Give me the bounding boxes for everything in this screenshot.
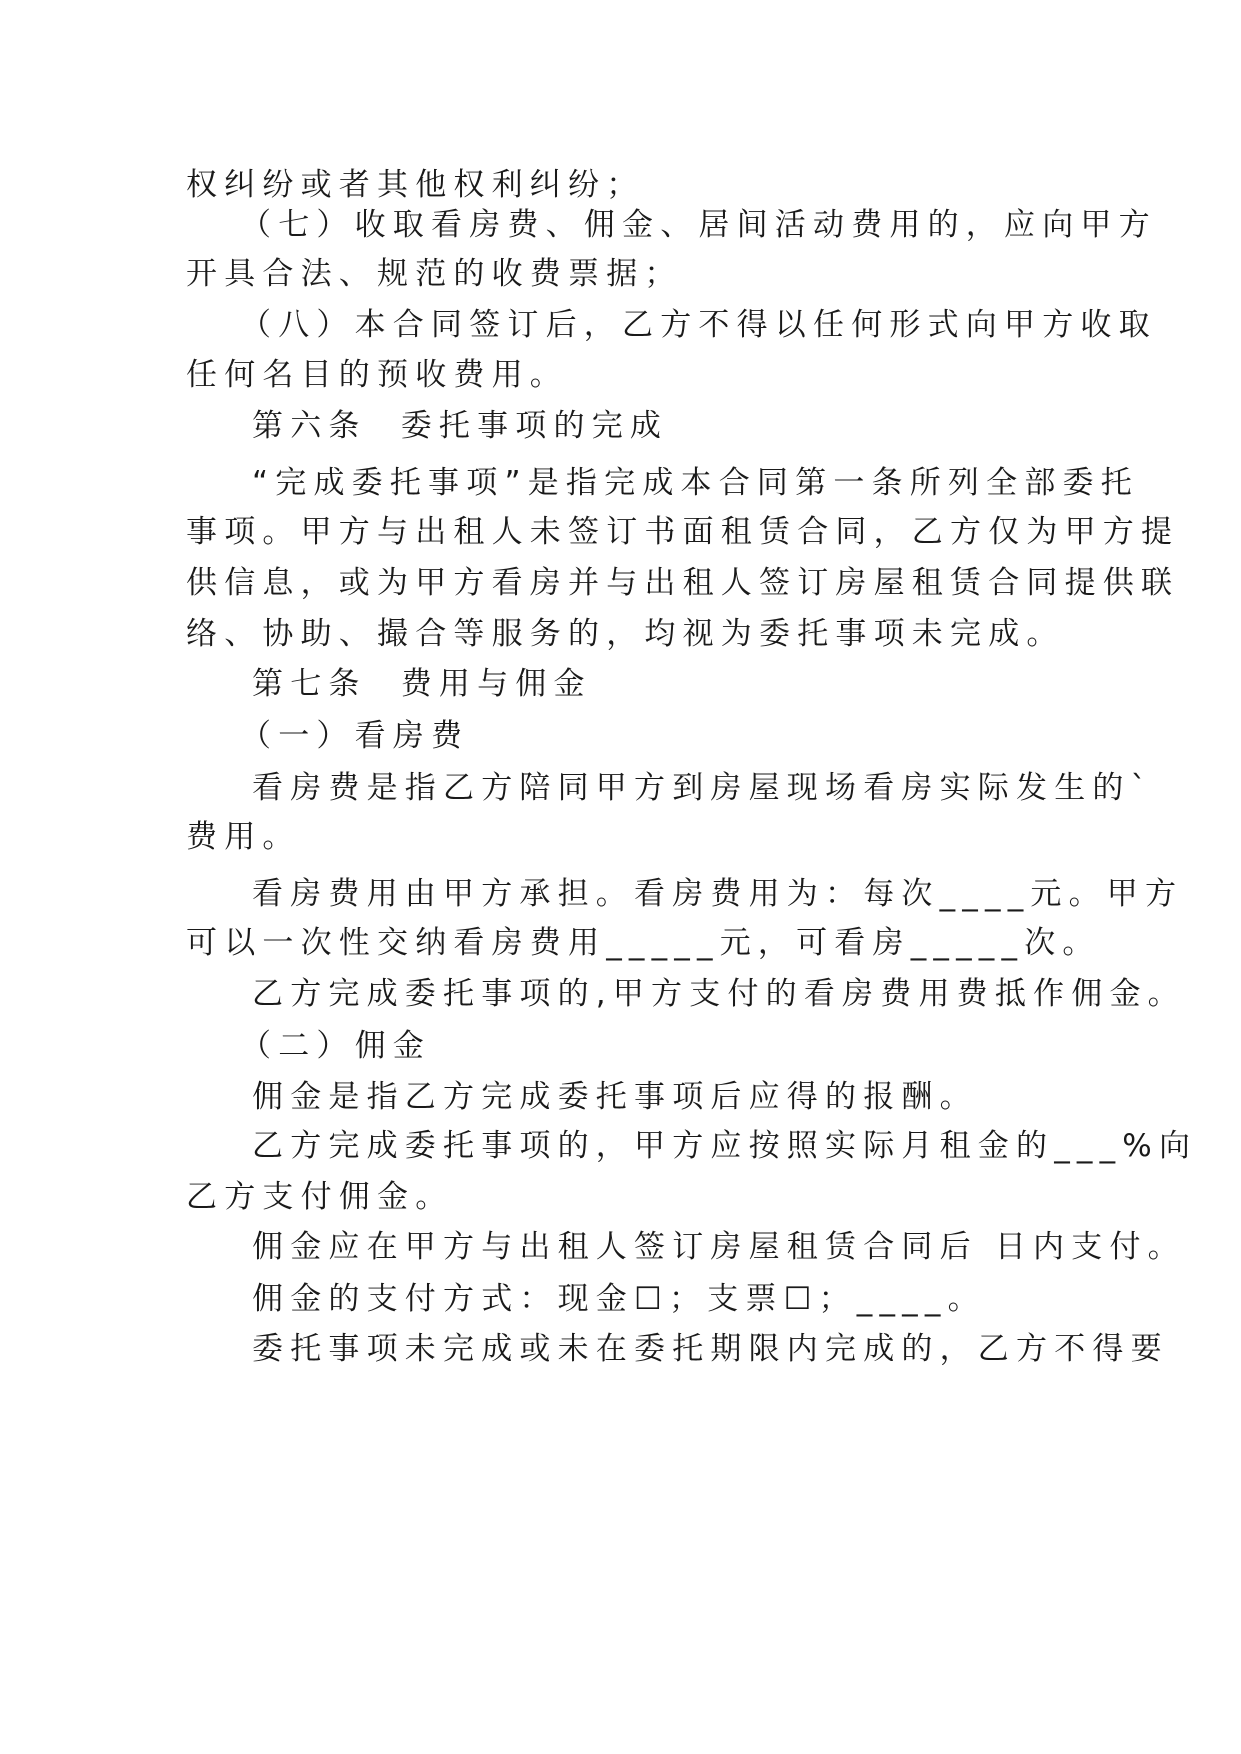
text-line: 看房费用由甲方承担。看房费用为：每次____元。甲方 xyxy=(252,876,1184,912)
section-heading: 第六条 委托事项的完成 xyxy=(252,408,669,444)
subsection-heading: （一）看房费 xyxy=(240,718,470,754)
text-line: 开具合法、规范的收费票据； xyxy=(186,256,683,292)
text-line: 乙方支付佣金。 xyxy=(186,1179,454,1215)
text-line: 看房费是指乙方陪同甲方到房屋现场看房实际发生的` xyxy=(252,770,1154,806)
text-line: 权纠纷或者其他权利纠纷； xyxy=(186,167,645,203)
text-line: 络、协助、撮合等服务的，均视为委托事项未完成。 xyxy=(186,616,1065,652)
text-line: 乙方完成委托事项的，甲方应按照实际月租金的___%向 xyxy=(252,1128,1198,1164)
text-line: 供信息，或为甲方看房并与出租人签订房屋租赁合同提供联 xyxy=(186,565,1180,601)
text-line: 费用。 xyxy=(186,819,301,855)
subsection-heading: （二）佣金 xyxy=(240,1028,431,1064)
text-line: （七）收取看房费、佣金、居间活动费用的，应向甲方 xyxy=(240,207,1157,243)
text-line: 委托事项未完成或未在委托期限内完成的，乙方不得要 xyxy=(252,1331,1169,1367)
text-line: 佣金是指乙方完成委托事项后应得的报酬。 xyxy=(252,1079,978,1115)
text-line: 佣金的支付方式：现金☐；支票☐；____。 xyxy=(252,1281,986,1317)
text-line: 事项。甲方与出租人未签订书面租赁合同，乙方仅为甲方提 xyxy=(186,514,1180,550)
text-line: 乙方完成委托事项的,甲方支付的看房费用费抵作佣金。 xyxy=(252,976,1186,1012)
text-line: 可以一次性交纳看房费用_____元，可看房_____次。 xyxy=(186,925,1101,961)
text-line: （八）本合同签订后，乙方不得以任何形式向甲方收取 xyxy=(240,307,1157,343)
section-heading: 第七条 费用与佣金 xyxy=(252,666,592,702)
text-line: 佣金应在甲方与出租人签订房屋租赁合同后 日内支付。 xyxy=(252,1229,1186,1265)
text-line: 任何名目的预收费用。 xyxy=(186,357,568,393)
text-line: “完成委托事项”是指完成本合同第一条所列全部委托 xyxy=(252,465,1139,501)
